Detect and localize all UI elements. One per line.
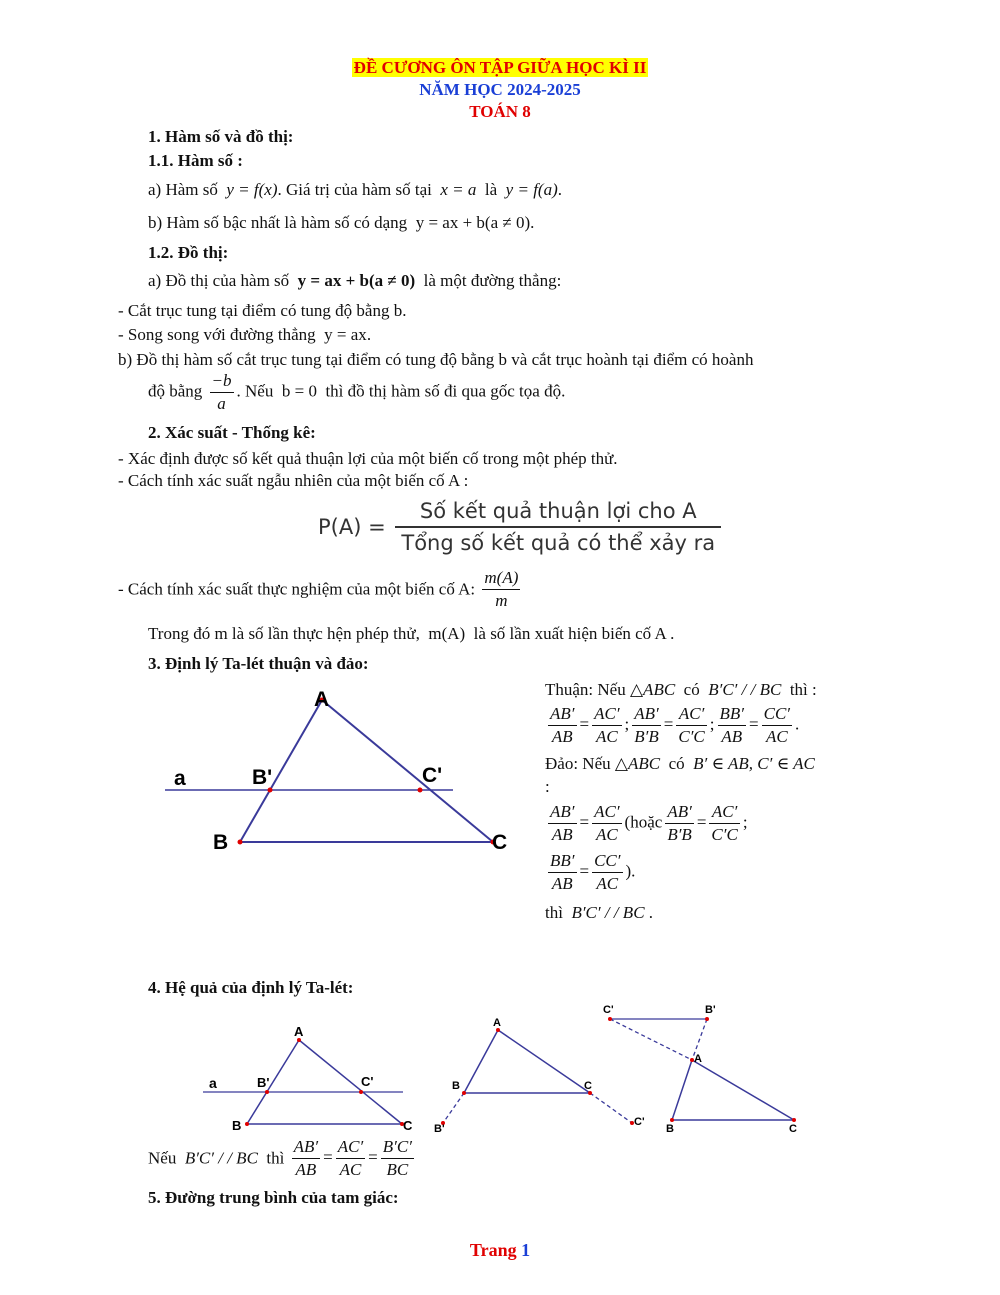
svg-text:B: B — [666, 1123, 674, 1135]
s1-graph-l2: - Song song với đường thẳng y = ax. — [118, 325, 372, 344]
section-1-heading: 1. Hàm số và đồ thị: — [148, 127, 294, 146]
label-C: C — [492, 831, 508, 854]
s1-graph-b2: độ bằng $\frac{-b}{a}$ . Nếu b = 0 thì đồ thị hàm số đi qua gốc tọa độ. — [148, 371, 566, 413]
s1-graph-a: a) Đồ thị của hàm số y = ax + b(a ≠ 0) là một đường thẳng: — [148, 271, 562, 290]
section-2-heading: 2. Xác suất - Thống kê: — [148, 423, 316, 442]
doc-title: ĐỀ CƯƠNG ÔN TẬP GIỮA HỌC KÌ II — [353, 58, 647, 77]
thales-conclusion: thì B′C′ / / BC . — [545, 903, 654, 922]
s1-graph-b: b) Đồ thị hàm số cắt trục tung tại điểm có tung độ bằng b và cắt trục hoành tại điểm có hoành — [118, 350, 754, 369]
label-A: A — [314, 688, 330, 711]
fraction-neg-b-over-a: $\frac{-b}{a}$ — [211, 371, 232, 413]
section-4-heading: 4. Hệ quả của định lý Ta-lét: — [148, 978, 354, 997]
s2-line-2: - Cách tính xác suất ngẫu nhiên của một biến cố A : — [118, 471, 469, 490]
thales-converse-ratios-1: $\frac{AB'}{AB}$ = $\frac{AC'}{AC}$ (hoặc $\frac{AB'}{B'B}$ = $\frac{AC'}{C'C}$ ; — [550, 802, 748, 844]
s1-line-b: b) Hàm số bậc nhất là hàm số có dạng y = ax + b(a ≠ 0). — [148, 213, 535, 232]
svg-text:A: A — [493, 1017, 501, 1029]
label-Cp: C' — [422, 764, 443, 787]
corollary-figure-1 — [195, 1020, 425, 1135]
section-3-heading: 3. Định lý Ta-lét thuận và đảo: — [148, 654, 369, 673]
probability-formula: P(A) = $\frac{\text{Số kết quả thuận lợi cho A}}{\text{Tổng số kết quả có thể xảy ra}}$ — [318, 496, 724, 558]
page-number: Trang 1 — [469, 1240, 531, 1260]
svg-text:a: a — [209, 1075, 217, 1091]
svg-text:A: A — [694, 1053, 702, 1065]
svg-text:C: C — [789, 1123, 797, 1135]
svg-text:C': C' — [634, 1116, 645, 1128]
section-1-2-heading: 1.2. Đồ thị: — [148, 243, 229, 262]
svg-text:B: B — [232, 1118, 242, 1133]
colon: : — [545, 777, 550, 796]
s1-line-a: a) Hàm số y = f(x). Giá trị của hàm số tại x = a là y = f(a). — [148, 180, 562, 199]
svg-text:B': B' — [257, 1075, 270, 1090]
section-1-1-heading: 1.1. Hàm số : — [148, 151, 243, 170]
svg-text:B: B — [452, 1080, 460, 1092]
svg-text:B': B' — [705, 1004, 716, 1016]
svg-text:C: C — [584, 1080, 592, 1092]
s1-graph-l1: - Cắt trục tung tại điểm có tung độ bằng b. — [118, 301, 407, 320]
s2-line-1: - Xác định được số kết quả thuận lợi của một biến cố trong một phép thử. — [118, 449, 618, 468]
svg-text:B': B' — [434, 1123, 445, 1135]
section-5-heading: 5. Đường trung bình của tam giác: — [148, 1188, 399, 1207]
subject: TOÁN 8 — [469, 102, 531, 121]
svg-text:C: C — [403, 1118, 413, 1133]
label-Bp: B' — [252, 766, 273, 789]
label-B: B — [213, 831, 229, 854]
corollary-figure-3 — [600, 1000, 810, 1135]
thales-converse: Đảo: Nếu △ABC có B′ ∈ AB, C′ ∈ AC — [545, 754, 815, 773]
s2-line-3: - Cách tính xác suất thực nghiệm của một biến cố A: $\frac{m(A)}{m}$ — [118, 568, 519, 610]
thales-figure — [160, 685, 520, 860]
svg-text:A: A — [294, 1024, 304, 1039]
svg-text:C': C' — [361, 1074, 374, 1089]
thales-forward: Thuận: Nếu △ABC có B′C′ / / BC thì : — [545, 680, 817, 699]
s2-line-4: Trong đó m là số lần thực hện phép thử, m(A) là số lần xuất hiện biến cố A . — [148, 624, 675, 643]
thales-forward-ratios: $\frac{AB'}{AB}$ = $\frac{AC'}{AC}$ ; $\frac{AB'}{B'B}$ = $\frac{AC'}{C'C}$ ; $\frac{BB'}{AB}$ = $\frac{CC'}{AC}$ . — [550, 704, 800, 746]
school-year: NĂM HỌC 2024-2025 — [419, 80, 581, 99]
fraction-mA-over-m: $\frac{m(A)}{m}$ — [484, 568, 519, 610]
thales-converse-ratios-2: $\frac{BB'}{AB}$ = $\frac{CC'}{AC}$ ). — [550, 851, 636, 893]
corollary-statement: Nếu B′C′ / / BC thì $\frac{AB'}{AB}$ = $\frac{AC'}{AC}$ = $\frac{B'C'}{BC}$ — [148, 1137, 412, 1179]
svg-text:C': C' — [603, 1004, 614, 1016]
label-a: a — [174, 767, 186, 790]
